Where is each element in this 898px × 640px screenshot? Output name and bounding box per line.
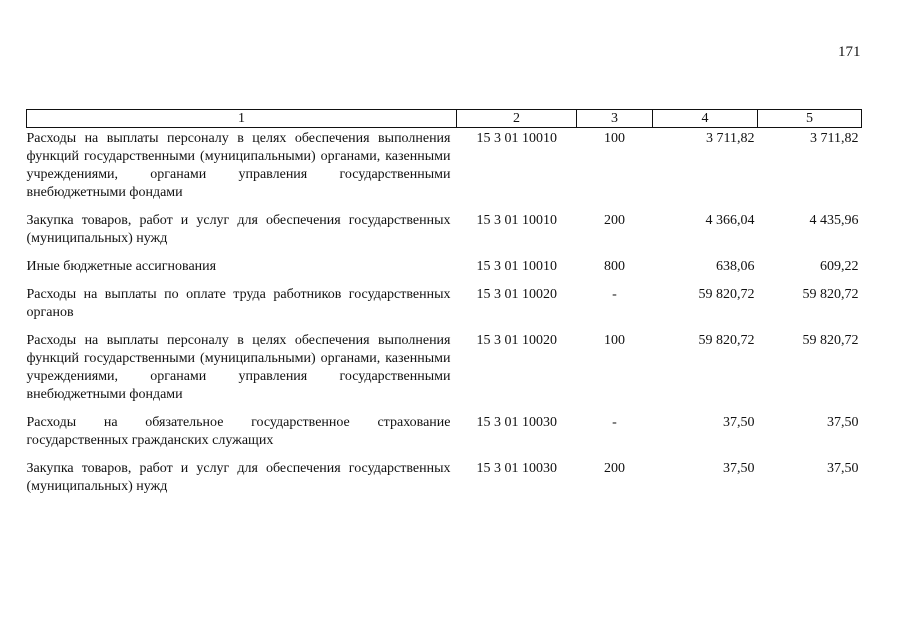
row-value-5: 59 820,72 bbox=[802, 333, 859, 348]
table-row bbox=[27, 286, 862, 332]
row-expense-type: 200 bbox=[604, 213, 625, 228]
row-value-4: 37,50 bbox=[723, 415, 755, 430]
row-value-5: 37,50 bbox=[827, 415, 859, 430]
row-value-5: 3 711,82 bbox=[810, 131, 859, 146]
table-row bbox=[27, 332, 862, 414]
row-value-5: 37,50 bbox=[827, 461, 859, 476]
column-header-5: 5 bbox=[758, 110, 862, 128]
row-value-4: 3 711,82 bbox=[706, 131, 755, 146]
column-header-1: 1 bbox=[27, 110, 457, 128]
row-code: 15 3 01 10010 bbox=[476, 259, 557, 274]
row-value-4: 638,06 bbox=[716, 259, 755, 274]
column-header-4: 4 bbox=[653, 110, 758, 128]
row-expense-type: - bbox=[612, 287, 617, 302]
page-number: 171 bbox=[838, 44, 861, 60]
column-header-3: 3 bbox=[577, 110, 653, 128]
row-value-4: 37,50 bbox=[723, 461, 755, 476]
table-row bbox=[27, 212, 862, 258]
row-value-4: 59 820,72 bbox=[698, 287, 755, 302]
row-code: 15 3 01 10030 bbox=[476, 415, 557, 430]
row-value-4: 4 366,04 bbox=[705, 213, 755, 228]
table-row bbox=[27, 258, 862, 286]
table-row bbox=[27, 460, 862, 506]
row-value-5: 4 435,96 bbox=[809, 213, 859, 228]
row-value-5: 609,22 bbox=[820, 259, 859, 274]
row-code: 15 3 01 10010 bbox=[476, 213, 557, 228]
row-expense-type: 200 bbox=[604, 461, 625, 476]
row-code: 15 3 01 10010 bbox=[476, 131, 557, 146]
row-expense-type: - bbox=[612, 415, 617, 430]
row-code: 15 3 01 10020 bbox=[476, 287, 557, 302]
row-description: Расходы на выплаты по оплате труда работников государственных органов bbox=[26, 287, 451, 320]
row-code: 15 3 01 10030 bbox=[476, 461, 557, 476]
row-code: 15 3 01 10020 bbox=[476, 333, 557, 348]
row-expense-type: 100 bbox=[604, 333, 625, 348]
row-description: Расходы на обязательное государственное страхование государственных гражданских служащих bbox=[26, 415, 451, 448]
row-description: Иные бюджетные ассигнования bbox=[26, 259, 217, 274]
row-description: Расходы на выплаты персоналу в целях обеспечения выполнения функций государственными (муниципальными) органами, казенными учреждениями, органами управления государственными внебюджетными фондами bbox=[26, 333, 451, 402]
row-description: Расходы на выплаты персоналу в целях обеспечения выполнения функций государственными (муниципальными) органами, казенными учреждениями, органами управления государственными внебюджетными фондами bbox=[26, 131, 451, 200]
table-row bbox=[27, 414, 862, 460]
column-header-2: 2 bbox=[457, 110, 577, 128]
header-row bbox=[27, 110, 862, 128]
row-description: Закупка товаров, работ и услуг для обеспечения государственных (муниципальных) нужд bbox=[26, 461, 451, 494]
row-value-4: 59 820,72 bbox=[698, 333, 755, 348]
table-row bbox=[27, 128, 862, 213]
row-expense-type: 100 bbox=[604, 131, 625, 146]
row-value-5: 59 820,72 bbox=[802, 287, 859, 302]
row-description: Закупка товаров, работ и услуг для обеспечения государственных (муниципальных) нужд bbox=[26, 213, 451, 246]
budget-table bbox=[26, 109, 862, 506]
row-expense-type: 800 bbox=[604, 259, 625, 274]
